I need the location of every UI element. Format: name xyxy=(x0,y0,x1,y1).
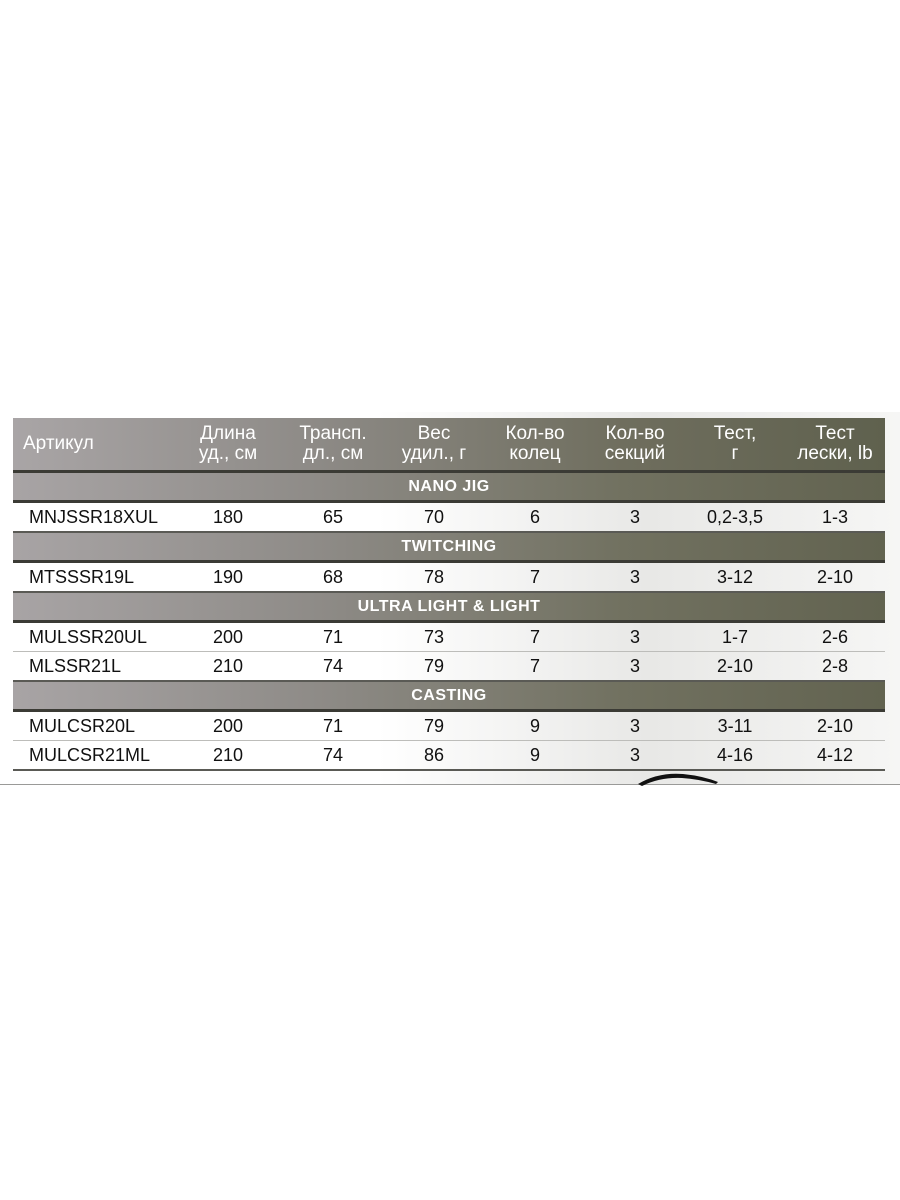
table-cell: 210 xyxy=(212,655,244,676)
header-sections xyxy=(585,424,685,464)
table-row xyxy=(13,712,885,741)
table-cell: 68 xyxy=(322,566,344,587)
table-cell: 200 xyxy=(212,715,244,736)
table-cell: 0,2-3,5 xyxy=(706,506,764,527)
table-cell: 3 xyxy=(629,744,640,765)
table-cell: 3 xyxy=(629,566,640,587)
table-cell: 180 xyxy=(212,506,244,527)
table-cell: 2-10 xyxy=(716,655,754,676)
table-cell: 78 xyxy=(423,566,445,587)
article-cell: MNJSSR18XUL xyxy=(29,506,159,527)
header-weight-line2: удил., г xyxy=(401,443,467,464)
table-cell: 71 xyxy=(322,626,344,647)
header-length xyxy=(173,424,283,464)
category-row xyxy=(13,682,885,709)
table-cell: 6 xyxy=(529,506,540,527)
category-label: TWITCHING xyxy=(401,537,497,555)
header-rings-line2: колец xyxy=(509,443,561,464)
header-line-test-line2: лески, lb xyxy=(797,443,873,464)
header-line-test-line1: Тест xyxy=(815,423,855,444)
table-row xyxy=(13,563,885,593)
table-cell: 74 xyxy=(322,655,344,676)
table-cell: 2-6 xyxy=(821,626,848,647)
table-cell: 200 xyxy=(212,626,244,647)
table-cell: 2-10 xyxy=(816,715,854,736)
article-cell: MULCSR21ML xyxy=(29,744,151,765)
category-label: NANO JIG xyxy=(408,477,490,495)
table-cell: 210 xyxy=(212,744,244,765)
table-cell: 1-7 xyxy=(721,626,748,647)
header-transport-line1: Трансп. xyxy=(299,423,367,444)
table-header-row xyxy=(13,418,885,470)
category-row xyxy=(13,593,885,620)
table-cell: 4-12 xyxy=(816,744,854,765)
table-cell: 7 xyxy=(529,655,540,676)
table-cell: 7 xyxy=(529,566,540,587)
table-cell: 3-11 xyxy=(717,715,753,736)
table-row xyxy=(13,623,885,652)
table-cell: 65 xyxy=(322,506,344,527)
article-cell: MULSSR20UL xyxy=(29,626,148,647)
table-cell: 74 xyxy=(322,744,344,765)
header-sections-line2: секций xyxy=(604,443,666,464)
table-cell: 2-10 xyxy=(816,566,854,587)
header-length-line1: Длина xyxy=(200,423,256,444)
table-cell: 70 xyxy=(423,506,445,527)
table-cell: 9 xyxy=(529,715,540,736)
category-label: CASTING xyxy=(411,686,487,704)
header-test-line2: г xyxy=(731,443,739,464)
header-transport-length xyxy=(283,424,383,464)
table-cell: 73 xyxy=(423,626,445,647)
specs-table xyxy=(13,418,885,771)
article-cell: MTSSSR19L xyxy=(29,566,135,587)
article-cell: MULCSR20L xyxy=(29,715,136,736)
header-test-line1: Тест, xyxy=(713,423,757,444)
category-row xyxy=(13,533,885,560)
table-cell: 4-16 xyxy=(716,744,754,765)
table-row xyxy=(13,652,885,682)
header-rings-line1: Кол-во xyxy=(505,423,565,444)
header-transport-line2: дл., см xyxy=(302,443,364,464)
article-cell: MLSSR21L xyxy=(29,655,122,676)
category-label: ULTRA LIGHT & LIGHT xyxy=(357,597,541,615)
table-cell: 3 xyxy=(629,506,640,527)
header-article-label: Артикул xyxy=(23,433,94,454)
table-cell: 3 xyxy=(629,655,640,676)
category-row xyxy=(13,473,885,500)
table-cell: 71 xyxy=(322,715,344,736)
table-body xyxy=(13,473,885,771)
table-cell: 1-3 xyxy=(821,506,848,527)
header-length-line2: уд., см xyxy=(198,443,258,464)
table-cell: 3-12 xyxy=(716,566,754,587)
table-cell: 7 xyxy=(529,626,540,647)
black-curve-decoration xyxy=(638,772,718,786)
table-cell: 190 xyxy=(212,566,244,587)
table-cell: 3 xyxy=(629,626,640,647)
header-rings xyxy=(485,424,585,464)
table-cell: 79 xyxy=(423,715,445,736)
header-line-test xyxy=(785,424,885,464)
table-cell: 9 xyxy=(529,744,540,765)
table-cell: 3 xyxy=(629,715,640,736)
table-cell: 2-8 xyxy=(821,655,848,676)
header-article xyxy=(13,434,173,454)
header-weight xyxy=(383,424,485,464)
header-weight-line1: Вес xyxy=(417,423,451,444)
table-row xyxy=(13,741,885,771)
table-cell: 86 xyxy=(423,744,445,765)
table-row xyxy=(13,503,885,533)
cropped-text-fragment xyxy=(30,396,360,418)
table-cell: 79 xyxy=(423,655,445,676)
header-test xyxy=(685,424,785,464)
header-sections-line1: Кол-во xyxy=(605,423,665,444)
